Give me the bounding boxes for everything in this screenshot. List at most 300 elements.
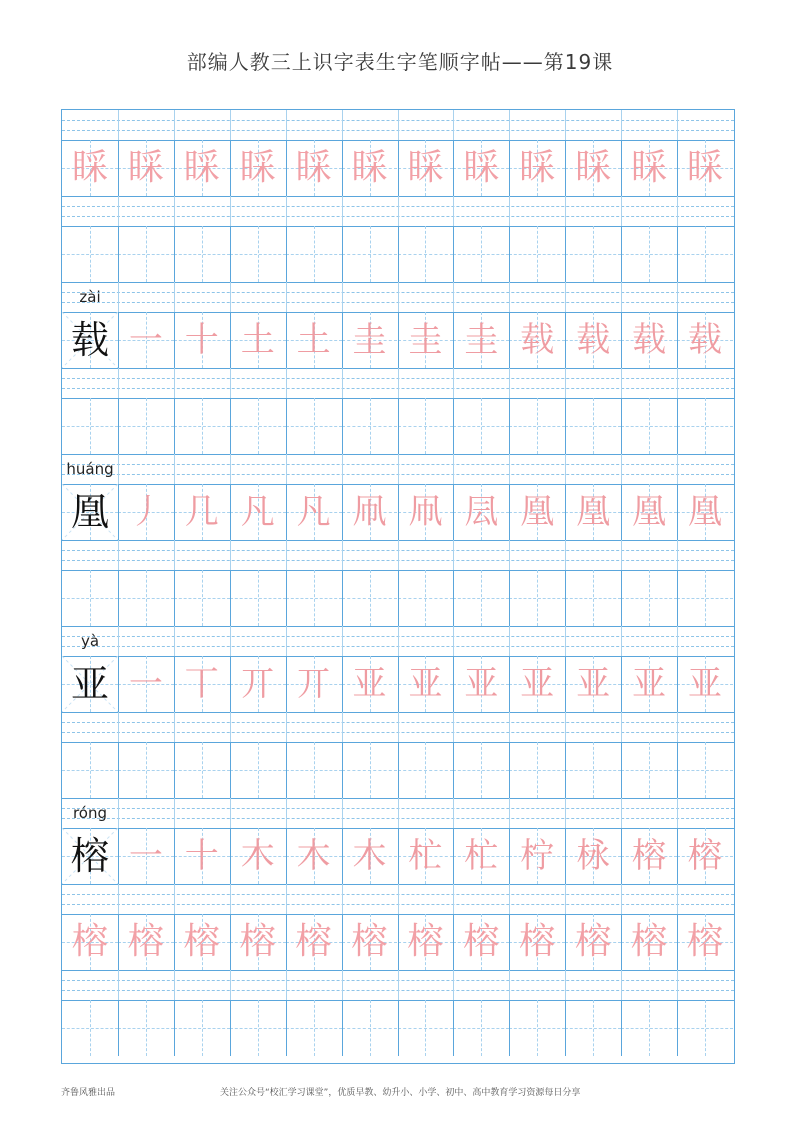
cell-col-divider	[230, 570, 231, 626]
pinyin-col-divider	[565, 884, 566, 914]
tian-cell[interactable]	[118, 226, 174, 282]
cell-col-divider	[118, 656, 119, 712]
tian-cell[interactable]	[230, 656, 286, 712]
trace-character: 榕	[519, 921, 556, 962]
cell-col-divider	[621, 656, 622, 712]
cell-guide-horizontal	[62, 254, 118, 255]
tian-cell[interactable]	[677, 1000, 733, 1056]
cell-col-divider	[118, 828, 119, 884]
tian-cell[interactable]	[174, 1000, 230, 1056]
cell-guide-horizontal	[230, 426, 286, 427]
cell-col-divider	[342, 140, 343, 196]
cell-guide-horizontal	[174, 426, 230, 427]
tian-cell[interactable]	[565, 828, 621, 884]
tian-cell[interactable]	[174, 226, 230, 282]
stroke-order-step: 木	[240, 836, 275, 876]
cell-col-divider	[398, 484, 399, 540]
cell-col-divider	[398, 570, 399, 626]
pinyin-col-divider	[342, 454, 343, 484]
tian-cell[interactable]	[509, 570, 565, 626]
tian-cell[interactable]	[286, 484, 342, 540]
stroke-order-step: 木	[352, 836, 387, 876]
pinyin-col-divider	[621, 712, 622, 742]
tian-cell[interactable]	[621, 914, 677, 970]
stroke-order-step: 载	[520, 320, 555, 360]
tian-cell[interactable]	[398, 398, 454, 454]
pinyin-col-divider	[286, 798, 287, 828]
trace-character: 睬	[519, 147, 556, 188]
tian-cell[interactable]	[509, 140, 565, 196]
pinyin-col-divider	[230, 626, 231, 656]
tian-cell[interactable]	[677, 742, 733, 798]
tian-cell[interactable]	[62, 484, 118, 540]
tian-cell[interactable]	[286, 226, 342, 282]
cell-guide-horizontal	[118, 770, 174, 771]
pinyin-col-divider	[118, 196, 119, 226]
tian-cell[interactable]	[565, 570, 621, 626]
tian-cell[interactable]	[565, 484, 621, 540]
cell-col-divider	[621, 828, 622, 884]
tian-cell[interactable]	[62, 312, 118, 368]
tian-cell[interactable]	[118, 742, 174, 798]
pinyin-col-divider	[398, 884, 399, 914]
tian-cell[interactable]	[509, 914, 565, 970]
cell-col-divider	[342, 484, 343, 540]
cell-guide-horizontal	[286, 254, 342, 255]
tian-cell[interactable]	[509, 1000, 565, 1056]
cell-col-divider	[174, 398, 175, 454]
stroke-order-step: 凰	[688, 492, 723, 532]
tian-cell[interactable]	[621, 226, 677, 282]
pinyin-col-divider	[286, 626, 287, 656]
pinyin-band	[62, 884, 734, 914]
tian-cell[interactable]	[565, 312, 621, 368]
tian-cell[interactable]	[342, 484, 398, 540]
tian-cell[interactable]	[230, 484, 286, 540]
cell-col-divider	[174, 484, 175, 540]
cell-guide-horizontal	[286, 1028, 342, 1029]
tian-cell[interactable]	[621, 570, 677, 626]
pinyin-col-divider	[230, 884, 231, 914]
tian-cell[interactable]	[565, 398, 621, 454]
tian-cell[interactable]	[286, 312, 342, 368]
stroke-order-step: 凧	[352, 492, 387, 532]
stroke-order-step: 榕	[632, 836, 667, 876]
pinyin-col-divider	[342, 884, 343, 914]
tian-cell[interactable]	[286, 742, 342, 798]
tian-cell[interactable]	[342, 570, 398, 626]
tian-cell[interactable]	[174, 398, 230, 454]
cell-col-divider	[677, 828, 678, 884]
pinyin-col-divider	[453, 110, 454, 140]
cell-col-divider	[509, 1000, 510, 1056]
pinyin-col-divider	[174, 196, 175, 226]
cell-col-divider	[398, 656, 399, 712]
tian-cell[interactable]	[174, 484, 230, 540]
tian-cell[interactable]	[118, 914, 174, 970]
pinyin-col-divider	[286, 368, 287, 398]
tian-cell[interactable]	[342, 398, 398, 454]
footer-note: 关注公众号“校汇学习课堂”，优质早教、幼升小、小学、初中、高中教育学习资源每日分享	[220, 1088, 581, 1098]
pinyin-col-divider	[677, 712, 678, 742]
cell-col-divider	[677, 484, 678, 540]
tian-cell[interactable]	[118, 312, 174, 368]
tian-cell[interactable]	[453, 398, 509, 454]
tian-cell[interactable]	[453, 656, 509, 712]
tian-cell[interactable]	[453, 226, 509, 282]
tian-cell[interactable]	[677, 398, 733, 454]
cell-col-divider	[453, 914, 454, 970]
tian-cell[interactable]	[677, 570, 733, 626]
cell-col-divider	[118, 1000, 119, 1056]
pinyin-col-divider	[621, 454, 622, 484]
tian-cell[interactable]	[509, 828, 565, 884]
cell-col-divider	[453, 484, 454, 540]
stroke-order-step: 亚	[632, 664, 667, 704]
cell-col-divider	[565, 1000, 566, 1056]
cell-guide-horizontal	[509, 770, 565, 771]
tian-cell[interactable]	[621, 656, 677, 712]
tian-cell[interactable]	[174, 914, 230, 970]
pinyin-col-divider	[118, 712, 119, 742]
tian-cell[interactable]	[398, 1000, 454, 1056]
tian-cell[interactable]	[342, 226, 398, 282]
tian-cell[interactable]	[174, 140, 230, 196]
tian-cell[interactable]	[621, 398, 677, 454]
cell-col-divider	[677, 398, 678, 454]
stroke-order-step: 栐	[576, 836, 611, 876]
cell-guide-horizontal	[174, 1028, 230, 1029]
tian-cell[interactable]	[677, 484, 733, 540]
cell-guide-horizontal	[677, 426, 733, 427]
tian-cell[interactable]	[453, 570, 509, 626]
stroke-order-step: 榕	[688, 836, 723, 876]
pinyin-col-divider	[342, 626, 343, 656]
model-character: 亚	[70, 662, 109, 706]
pinyin-col-divider	[174, 884, 175, 914]
cell-guide-horizontal	[286, 426, 342, 427]
pinyin-col-divider	[621, 368, 622, 398]
cell-guide-horizontal	[398, 598, 454, 599]
tian-cell[interactable]	[509, 742, 565, 798]
tian-cell[interactable]	[286, 140, 342, 196]
page-title: 部编人教三上识字表生字笔顺字帖——第19课	[186, 50, 614, 74]
tian-cell[interactable]	[286, 828, 342, 884]
pinyin-col-divider	[621, 110, 622, 140]
pinyin-col-divider	[174, 540, 175, 570]
cell-col-divider	[509, 398, 510, 454]
tian-cell[interactable]	[621, 484, 677, 540]
cell-guide-horizontal	[453, 254, 509, 255]
cell-col-divider	[174, 914, 175, 970]
tian-cell[interactable]	[398, 226, 454, 282]
cell-col-divider	[118, 914, 119, 970]
stroke-order-step: 圭	[408, 320, 443, 360]
tian-cell[interactable]	[62, 742, 118, 798]
tian-cell[interactable]	[342, 828, 398, 884]
tian-cell[interactable]	[118, 484, 174, 540]
cell-col-divider	[118, 140, 119, 196]
cell-col-divider	[621, 312, 622, 368]
pinyin-col-divider	[398, 110, 399, 140]
tian-cell[interactable]	[398, 570, 454, 626]
trace-character: 榕	[575, 921, 612, 962]
pinyin-col-divider	[342, 368, 343, 398]
pinyin-col-divider	[677, 970, 678, 1000]
tian-cell[interactable]	[621, 140, 677, 196]
tian-cell[interactable]	[230, 914, 286, 970]
cell-guide-horizontal	[62, 598, 118, 599]
tian-cell[interactable]	[398, 484, 454, 540]
cell-col-divider	[286, 828, 287, 884]
cell-guide-horizontal	[621, 254, 677, 255]
cell-col-divider	[565, 742, 566, 798]
pinyin-col-divider	[174, 970, 175, 1000]
cell-col-divider	[677, 226, 678, 282]
tian-cell[interactable]	[565, 140, 621, 196]
tian-cell[interactable]	[453, 742, 509, 798]
tian-cell[interactable]	[453, 1000, 509, 1056]
pinyin-col-divider	[621, 196, 622, 226]
cell-col-divider	[286, 570, 287, 626]
tian-cell[interactable]	[62, 914, 118, 970]
tian-cell[interactable]	[453, 312, 509, 368]
model-character: 载	[70, 318, 109, 362]
tian-cell[interactable]	[342, 742, 398, 798]
cell-col-divider	[509, 742, 510, 798]
pinyin-col-divider	[286, 970, 287, 1000]
cell-col-divider	[453, 312, 454, 368]
tian-cell[interactable]	[118, 828, 174, 884]
trace-character: 榕	[127, 921, 164, 962]
cell-col-divider	[453, 1000, 454, 1056]
cell-col-divider	[621, 742, 622, 798]
cell-guide-horizontal	[509, 1028, 565, 1029]
tian-cell[interactable]	[453, 140, 509, 196]
tian-cell[interactable]	[565, 1000, 621, 1056]
pinyin-col-divider	[565, 626, 566, 656]
tian-cell[interactable]	[677, 656, 733, 712]
trace-character: 睬	[575, 147, 612, 188]
pinyin-col-divider	[509, 540, 510, 570]
tian-cell[interactable]	[286, 914, 342, 970]
cell-col-divider	[118, 226, 119, 282]
cell-col-divider	[230, 226, 231, 282]
tian-cell[interactable]	[565, 742, 621, 798]
cell-guide-horizontal	[286, 598, 342, 599]
tian-cell[interactable]	[398, 828, 454, 884]
tian-cell[interactable]	[286, 570, 342, 626]
cell-col-divider	[621, 570, 622, 626]
pinyin-col-divider	[342, 196, 343, 226]
tian-cell[interactable]	[230, 226, 286, 282]
tian-cell[interactable]	[62, 140, 118, 196]
tian-cell[interactable]	[62, 656, 118, 712]
cell-col-divider	[286, 484, 287, 540]
cell-col-divider	[398, 226, 399, 282]
cell-col-divider	[565, 484, 566, 540]
pinyin-col-divider	[621, 540, 622, 570]
tian-cell[interactable]	[453, 914, 509, 970]
cell-col-divider	[174, 312, 175, 368]
tian-cell[interactable]	[621, 742, 677, 798]
stroke-order-step: 载	[576, 320, 611, 360]
tian-cell[interactable]	[230, 742, 286, 798]
tian-cell[interactable]	[174, 828, 230, 884]
tian-cell[interactable]	[342, 1000, 398, 1056]
pinyin-label: huáng	[66, 460, 114, 478]
tian-cell[interactable]	[565, 226, 621, 282]
pinyin-col-divider	[453, 368, 454, 398]
cell-guide-horizontal	[453, 1028, 509, 1029]
tian-cell[interactable]	[342, 914, 398, 970]
cell-col-divider	[509, 312, 510, 368]
cell-col-divider	[230, 828, 231, 884]
tian-cell[interactable]	[118, 1000, 174, 1056]
pinyin-col-divider	[677, 368, 678, 398]
tian-cell[interactable]	[621, 1000, 677, 1056]
tian-cell[interactable]	[230, 398, 286, 454]
tian-cell[interactable]	[62, 398, 118, 454]
tian-cell[interactable]	[398, 742, 454, 798]
cell-guide-horizontal	[621, 1028, 677, 1029]
tian-cell[interactable]	[230, 570, 286, 626]
pinyin-col-divider	[174, 110, 175, 140]
cell-col-divider	[565, 398, 566, 454]
cell-guide-horizontal	[174, 254, 230, 255]
tian-cell[interactable]	[286, 1000, 342, 1056]
tian-cell[interactable]	[174, 656, 230, 712]
pinyin-band	[62, 712, 734, 742]
tian-cell[interactable]	[565, 914, 621, 970]
cell-col-divider	[509, 914, 510, 970]
tian-cell[interactable]	[286, 398, 342, 454]
pinyin-col-divider	[453, 196, 454, 226]
pinyin-col-divider	[174, 798, 175, 828]
tian-cell[interactable]	[118, 140, 174, 196]
tian-cell[interactable]	[174, 312, 230, 368]
pinyin-band	[62, 282, 734, 312]
cell-guide-horizontal	[398, 1028, 454, 1029]
cell-col-divider	[342, 226, 343, 282]
tian-cell[interactable]	[509, 656, 565, 712]
tian-cell[interactable]	[677, 140, 733, 196]
tian-cell[interactable]	[62, 1000, 118, 1056]
trace-character: 榕	[631, 921, 668, 962]
tian-cell[interactable]	[677, 828, 733, 884]
cell-guide-horizontal	[342, 254, 398, 255]
pinyin-col-divider	[118, 110, 119, 140]
tian-cell[interactable]	[398, 914, 454, 970]
tian-cell[interactable]	[342, 656, 398, 712]
cell-col-divider	[286, 914, 287, 970]
cell-guide-horizontal	[621, 598, 677, 599]
tian-cell[interactable]	[398, 312, 454, 368]
trace-character: 榕	[351, 921, 388, 962]
tian-cell[interactable]	[174, 742, 230, 798]
cell-col-divider	[398, 140, 399, 196]
pinyin-col-divider	[509, 196, 510, 226]
tian-cell[interactable]	[565, 656, 621, 712]
tian-cell[interactable]	[286, 656, 342, 712]
cell-guide-horizontal	[230, 1028, 286, 1029]
tian-cell[interactable]	[174, 570, 230, 626]
cell-col-divider	[230, 742, 231, 798]
tian-cell[interactable]	[621, 828, 677, 884]
tian-cell[interactable]	[342, 312, 398, 368]
tian-cell[interactable]	[509, 484, 565, 540]
stroke-order-step: 杧	[408, 836, 443, 876]
pinyin-col-divider	[509, 712, 510, 742]
tian-cell[interactable]	[621, 312, 677, 368]
cell-col-divider	[565, 828, 566, 884]
tian-cell[interactable]	[230, 1000, 286, 1056]
tian-cell[interactable]	[230, 140, 286, 196]
tian-cell[interactable]	[677, 914, 733, 970]
tian-cell[interactable]	[62, 226, 118, 282]
tian-cell[interactable]	[118, 398, 174, 454]
tian-cell[interactable]	[677, 226, 733, 282]
cell-guide-horizontal	[342, 598, 398, 599]
tian-cell[interactable]	[118, 656, 174, 712]
tian-cell[interactable]	[509, 226, 565, 282]
stroke-order-step: 亚	[352, 664, 387, 704]
tian-cell[interactable]	[342, 140, 398, 196]
tian-cell[interactable]	[118, 570, 174, 626]
tian-cell[interactable]	[230, 828, 286, 884]
trace-character: 睬	[631, 147, 668, 188]
tian-cell[interactable]	[62, 570, 118, 626]
cell-col-divider	[118, 312, 119, 368]
pinyin-col-divider	[677, 626, 678, 656]
tian-cell[interactable]	[677, 312, 733, 368]
pinyin-col-divider	[621, 884, 622, 914]
tian-cell[interactable]	[509, 312, 565, 368]
pinyin-col-divider	[230, 196, 231, 226]
pinyin-band	[62, 970, 734, 1000]
tian-cell[interactable]	[509, 398, 565, 454]
cell-col-divider	[342, 398, 343, 454]
tian-cell[interactable]	[398, 656, 454, 712]
trace-character: 睬	[295, 147, 332, 188]
stroke-order-step: 凧	[408, 492, 443, 532]
tian-cell[interactable]	[453, 828, 509, 884]
cell-col-divider	[286, 312, 287, 368]
cell-col-divider	[230, 140, 231, 196]
tian-cell[interactable]	[230, 312, 286, 368]
cell-guide-horizontal	[342, 426, 398, 427]
cell-col-divider	[118, 484, 119, 540]
cell-col-divider	[174, 140, 175, 196]
pinyin-col-divider	[230, 282, 231, 312]
pinyin-col-divider	[118, 626, 119, 656]
pinyin-col-divider	[286, 454, 287, 484]
stroke-order-step: 十	[184, 836, 219, 876]
cell-guide-horizontal	[286, 770, 342, 771]
tian-cell[interactable]	[62, 828, 118, 884]
cell-col-divider	[174, 656, 175, 712]
tian-cell[interactable]	[453, 484, 509, 540]
stroke-order-step: 丿	[128, 492, 163, 532]
pinyin-col-divider	[174, 368, 175, 398]
cell-col-divider	[286, 1000, 287, 1056]
pinyin-col-divider	[453, 540, 454, 570]
pinyin-col-divider	[453, 282, 454, 312]
cell-col-divider	[565, 656, 566, 712]
tian-cell[interactable]	[398, 140, 454, 196]
cell-guide-horizontal	[230, 254, 286, 255]
cell-col-divider	[230, 914, 231, 970]
